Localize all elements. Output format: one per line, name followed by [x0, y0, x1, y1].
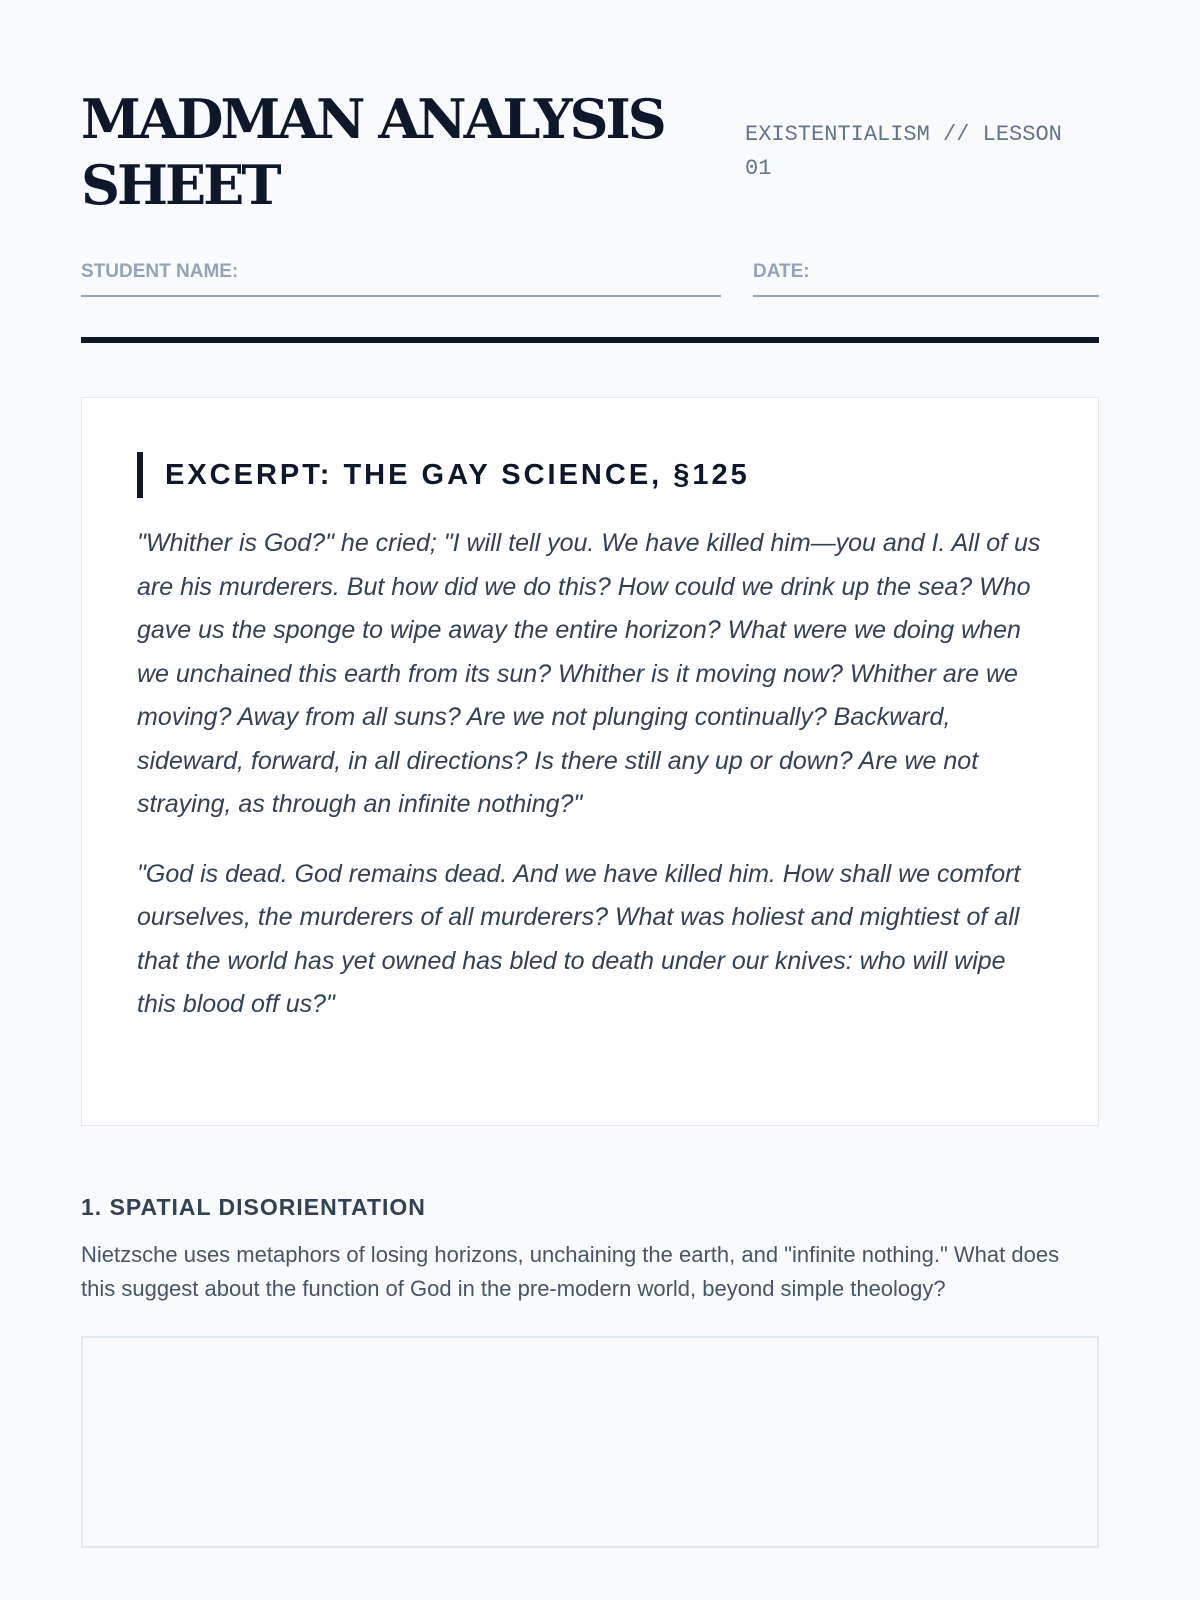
date-label: DATE:	[753, 261, 810, 282]
question-prompt: Nietzsche uses metaphors of losing horizons, unchaining the earth, and "infinite nothing." What does this suggest about the function of God in the pre-modern world, beyond simple theology?	[81, 1242, 1060, 1301]
excerpt-title: EXCERPT: THE GAY SCIENCE, §125	[137, 452, 1044, 498]
student-name-label: STUDENT NAME:	[81, 261, 239, 282]
lesson-label: EXISTENTIALISM // LESSON 01	[745, 122, 1062, 181]
date-field[interactable]	[753, 258, 1099, 297]
answer-box[interactable]	[81, 1336, 1099, 1548]
header	[81, 0, 1099, 218]
question-title: 1. SPATIAL DISORIENTATION	[81, 1194, 426, 1220]
header-divider	[81, 337, 1099, 343]
excerpt-paragraph: "God is dead. God remains dead. And we have killed him. How shall we comfort ourselves, the murderers of all murderers? What was holiest and mightiest of all that the world has yet owned has bled to death under our knives: who will wipe this blood off us?"	[137, 859, 1021, 1018]
student-info-fields	[81, 258, 1099, 297]
excerpt-paragraph: "Whither is God?" he cried; "I will tell you. We have killed him—you and I. All of us are his murderers. But how did we do this? How could we drink up the sea? Who gave us the sponge to wipe away the entire horizon? What were we doing when we unchained this earth from its sun? Whither is it moving now? Whither are we moving? Away from all suns? Are we not plunging continually? Backward, sideward, forward, in all directions? Is there still any up or down? Are we not straying, as through an infinite nothing?"	[137, 529, 1041, 818]
excerpt-card	[81, 397, 1099, 1126]
student-name-field[interactable]	[81, 258, 721, 297]
page-title: MADMAN ANALYSIS SHEET	[81, 87, 664, 217]
question-1	[81, 1192, 1099, 1548]
